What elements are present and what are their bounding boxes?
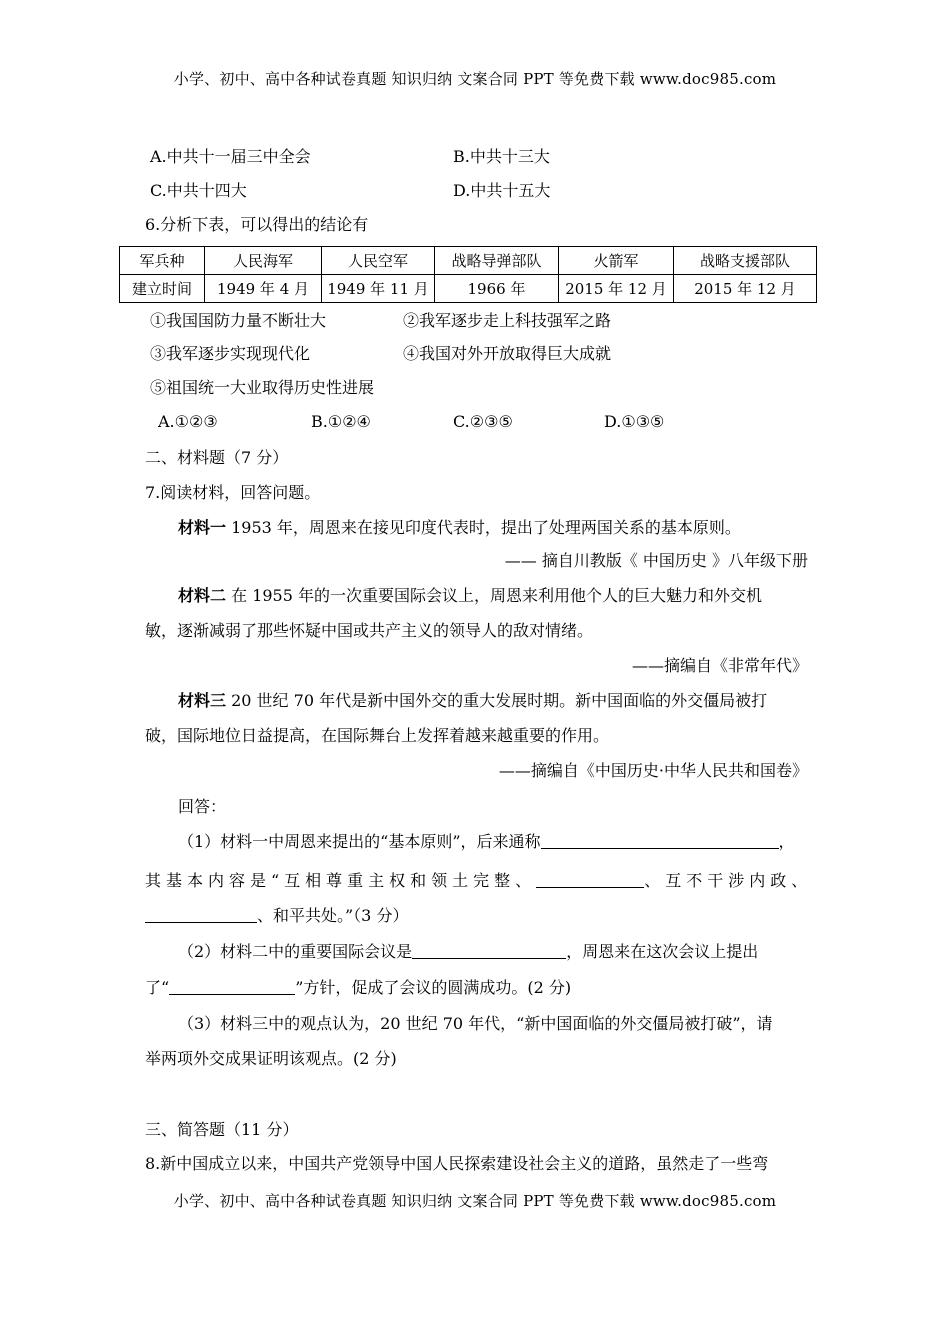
q7-part1-content: 其基本内容是“互相尊重主权和领土完整、 [145, 871, 537, 890]
material-3-text: 20 世纪 70 年代是新中国外交的重大发展时期。新中国面临的外交僵局被打 [226, 691, 768, 710]
q7-part2-line2 [145, 977, 571, 999]
table-row [120, 247, 817, 275]
page-footer: 小学、初中、高中各种试卷真题 知识归纳 文案合同 PPT 等免费下载 www.doc985.com [173, 1192, 777, 1210]
table-cell: 1949 年 4 月 [205, 275, 322, 303]
q7-part1-line2 [145, 870, 812, 892]
q6-option-d: D.①③⑤ [604, 412, 665, 431]
material-2-text-cont: 敏，逐渐减弱了那些怀疑中国或共产主义的领导人的敌对情绪。 [145, 621, 594, 640]
table-cell: 1949 年 11 月 [322, 275, 435, 303]
material-2-text: 在 1955 年的一次重要国际会议上，周恩来利用他个人的巨大魅力和外交机 [226, 586, 762, 605]
answer-blank[interactable] [536, 871, 644, 888]
q6-statement-2: ②我军逐步走上科技强军之路 [403, 311, 612, 330]
q7-part1-comma: ， [778, 832, 795, 851]
q5-option-c: C.中共十四大 [150, 181, 247, 200]
answer-blank[interactable] [541, 832, 779, 849]
q5-option-a: A.中共十一届三中全会 [150, 147, 311, 166]
q7-part1-text: （1）材料一中周恩来提出的“基本原则”，后来通称 [178, 832, 541, 851]
q7-part3-line1: （3）材料三中的观点认为，20 世纪 70 年代，“新中国面临的外交僵局被打破”，请 [178, 1014, 773, 1033]
q6-statement-5: ⑤祖国统一大业取得历史性进展 [150, 378, 375, 397]
table-cell: 军兵种 [120, 247, 205, 275]
table-cell: 火箭军 [559, 247, 674, 275]
material-3-label: 材料三 [178, 691, 227, 710]
q7-part1-line1 [178, 831, 795, 853]
material-3 [178, 690, 767, 712]
page-header: 小学、初中、高中各种试卷真题 知识归纳 文案合同 PPT 等免费下载 www.doc985.com [173, 70, 777, 88]
q7-part3-line2: 举两项外交成果证明该观点。(2 分) [145, 1049, 397, 1068]
q8-stem: 8.新中国成立以来，中国共产党领导中国人民探索建设社会主义的道路，虽然走了一些弯 [145, 1154, 769, 1173]
material-3-source: ——摘编自《中国历史·中华人民共和国卷》 [498, 761, 808, 780]
q6-option-c: C.②③⑤ [453, 412, 513, 431]
q6-statement-4: ④我国对外开放取得巨大成就 [403, 344, 612, 363]
material-3-text-cont: 破，国际地位日益提高，在国际舞台上发挥着越来越重要的作用。 [145, 726, 610, 745]
material-1-source: —— 摘自川教版《 中国历史 》八年级下册 [504, 551, 808, 570]
q6-statement-1: ①我国国防力量不断壮大 [150, 311, 327, 330]
q5-option-b: B.中共十三大 [453, 147, 550, 166]
q7-stem: 7.阅读材料，回答问题。 [145, 483, 321, 502]
material-1 [178, 517, 741, 539]
table-cell: 2015 年 12 月 [559, 275, 674, 303]
answer-blank[interactable] [169, 978, 295, 995]
material-2-label: 材料二 [178, 586, 227, 605]
table-cell: 2015 年 12 月 [674, 275, 817, 303]
answer-label: 回答： [178, 797, 227, 816]
material-1-text: 1953 年，周恩来在接见印度代表时，提出了处理两国关系的基本原则。 [226, 518, 741, 537]
table-cell: 建立时间 [120, 275, 205, 303]
q6-stem: 6.分析下表，可以得出的结论有 [145, 215, 369, 234]
q7-part1-content3: 、和平共处。”（3 分） [257, 906, 409, 925]
material-2 [178, 585, 762, 607]
material-1-label: 材料一 [178, 518, 227, 537]
material-2-source: ——摘编自《非常年代》 [631, 656, 808, 675]
table-cell: 战略支援部队 [674, 247, 817, 275]
q7-part2-text3: 了“ [145, 978, 170, 997]
answer-blank[interactable] [145, 906, 257, 923]
table-cell: 人民海军 [205, 247, 322, 275]
q7-part1-line3 [145, 905, 408, 927]
q6-statement-3: ③我军逐步实现现代化 [150, 344, 311, 363]
answer-blank[interactable] [412, 942, 566, 959]
q7-part2-text2: ，周恩来在这次会议上提出 [566, 942, 759, 961]
table-row [120, 275, 817, 303]
table-cell: 人民空军 [322, 247, 435, 275]
q7-part2-text4: ”方针，促成了会议的圆满成功。(2 分) [295, 978, 572, 997]
section3-title: 三、简答题（11 分） [145, 1120, 299, 1139]
q6-option-a: A.①②③ [158, 412, 218, 431]
q6-table [119, 246, 817, 303]
q5-option-d: D.中共十五大 [453, 181, 551, 200]
q7-part2-line1 [178, 941, 758, 963]
section2-title: 二、材料题（7 分） [145, 448, 289, 467]
q7-part1-content2: 、互不干涉内政、 [644, 871, 813, 890]
table-cell: 1966 年 [435, 275, 559, 303]
q7-part2-text: （2）材料二中的重要国际会议是 [178, 942, 413, 961]
table-cell: 战略导弹部队 [435, 247, 559, 275]
q6-option-b: B.①②④ [311, 412, 371, 431]
